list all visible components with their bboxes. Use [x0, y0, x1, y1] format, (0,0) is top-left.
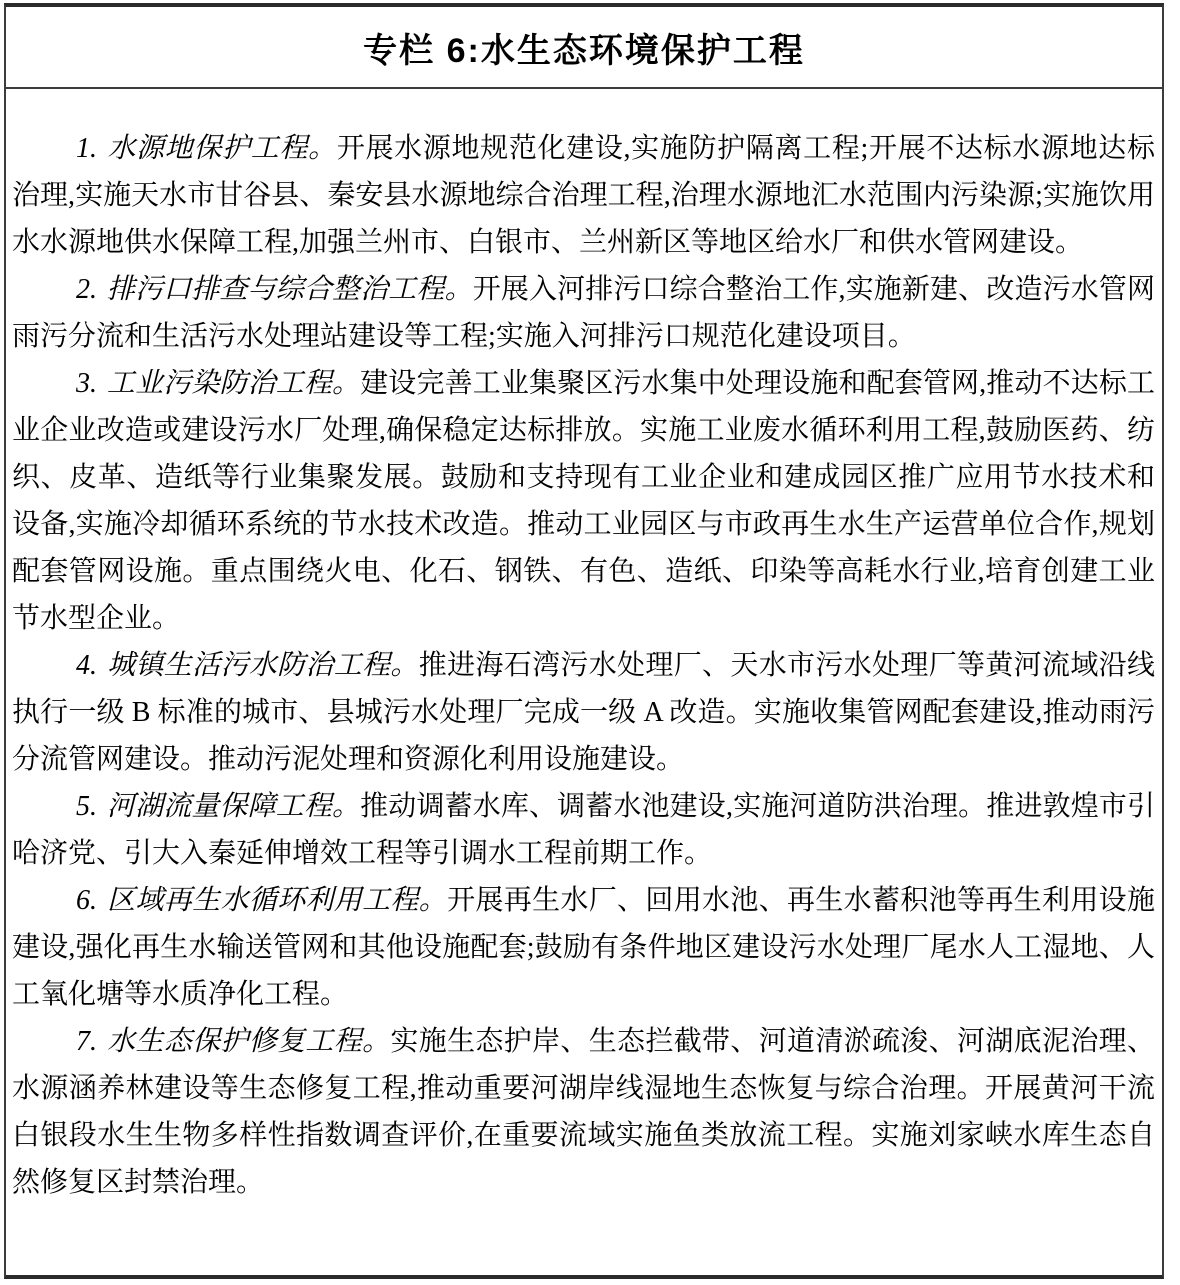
paragraph-lead: 城镇生活污水防治工程。	[106, 650, 419, 681]
paragraph	[12, 877, 1155, 1018]
paragraph-number: 4.	[76, 650, 97, 681]
paragraph-text: 开展入河排污口综合整治工作,实施新建、改造污水管网雨污分流和生活污水处理站建设等工程;实施入河排污口规范化建设项目。	[12, 274, 1155, 352]
paragraph-lead: 工业污染防治工程。	[106, 368, 361, 399]
paragraph	[12, 125, 1155, 266]
box-body	[6, 89, 1162, 1275]
paragraph-number: 7.	[76, 1026, 97, 1057]
paragraph	[12, 642, 1155, 783]
paragraph-number: 3.	[76, 368, 97, 399]
paragraph	[12, 783, 1155, 877]
paragraph-number: 2.	[76, 274, 97, 305]
page-title: 专栏 6:水生态环境保护工程	[363, 31, 805, 70]
paragraph-text: 建设完善工业集聚区污水集中处理设施和配套管网,推动不达标工业企业改造或建设污水厂处理,确保稳定达标排放。实施工业废水循环利用工程,鼓励医药、纺织、皮革、造纸等行业集聚发展。鼓励和支持现有工业企业和建成园区推广应用节水技术和设备,实施冷却循环系统的节水技术改造。推动工业园区与市政再生水生产运营单位合作,规划配套管网设施。重点围绕火电、化石、钢铁、有色、造纸、印染等高耗水行业,培育创建工业节水型企业。	[12, 368, 1155, 634]
column-box	[4, 3, 1164, 1279]
paragraph-lead: 水源地保护工程。	[106, 133, 337, 164]
paragraph-text: 开展水源地规范化建设,实施防护隔离工程;开展不达标水源地达标治理,实施天水市甘谷县、秦安县水源地综合治理工程,治理水源地汇水范围内污染源;实施饮用水水源地供水保障工程,加强兰州市、白银市、兰州新区等地区给水厂和供水管网建设。	[12, 133, 1155, 258]
paragraph-lead: 河湖流量保障工程。	[106, 791, 361, 822]
paragraph-lead: 排污口排查与综合整治工程。	[106, 274, 473, 305]
paragraph	[12, 360, 1155, 642]
paragraph-lead: 区域再生水循环利用工程。	[106, 885, 448, 916]
paragraph-number: 5.	[76, 791, 97, 822]
paragraph	[12, 1018, 1155, 1206]
paragraph-text: 推动调蓄水库、调蓄水池建设,实施河道防洪治理。推进敦煌市引哈济党、引大入秦延伸增效工程等引调水工程前期工作。	[12, 791, 1155, 869]
box-header	[6, 7, 1162, 87]
paragraph-text: 开展再生水厂、回用水池、再生水蓄积池等再生利用设施建设,强化再生水输送管网和其他设施配套;鼓励有条件地区建设污水处理厂尾水人工湿地、人工氧化塘等水质净化工程。	[12, 885, 1155, 1010]
paragraph-number: 1.	[76, 133, 97, 164]
paragraph-lead: 水生态保护修复工程。	[106, 1026, 391, 1057]
paragraph	[12, 266, 1155, 360]
paragraph-text: 推进海石湾污水处理厂、天水市污水处理厂等黄河流域沿线执行一级 B 标准的城市、县城污水处理厂完成一级 A 改造。实施收集管网配套建设,推动雨污分流管网建设。推动污泥处理和资源化利用设施建设。	[12, 650, 1155, 775]
paragraph-number: 6.	[76, 885, 97, 916]
paragraph-text: 实施生态护岸、生态拦截带、河道清淤疏浚、河湖底泥治理、水源涵养林建设等生态修复工程,推动重要河湖岸线湿地生态恢复与综合治理。开展黄河干流白银段水生生物多样性指数调查评价,在重要流域实施鱼类放流工程。实施刘家峡水库生态自然修复区封禁治理。	[12, 1026, 1155, 1198]
